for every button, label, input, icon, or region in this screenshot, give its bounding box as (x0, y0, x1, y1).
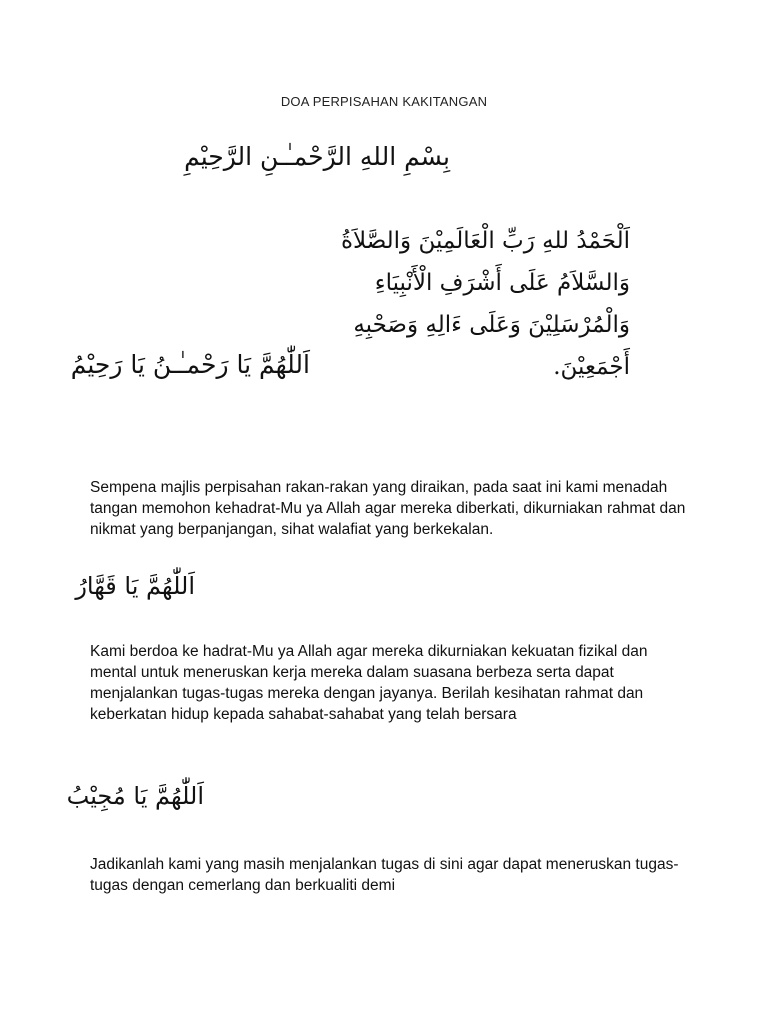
prayer-paragraph-3: Jadikanlah kami yang masih menjalankan tugas di sini agar dapat meneruskan tugas-tugas dengan cemerlang dan berkualiti demi (90, 856, 679, 894)
prayer-paragraph-1: Sempena majlis perpisahan rakan-rakan yang diraikan, pada saat ini kami menadah tangan memohon kehadrat-Mu ya Allah agar mereka diberkati, dikurniakan rahmat dan nikmat yang berpanjangan, sihat walafiat yang berkekalan. (90, 479, 686, 538)
basmala-arabic: بِسْمِ اللهِ الرَّحْمـٰـنِ الرَّحِيْمِ (184, 142, 450, 171)
opening-praise-line-1: اَلْحَمْدُ للهِ رَبِّ الْعَالَمِيْنَ وَالصَّلاَةُ وَالسَّلاَمُ عَلَى أَشْرَفِ الْأَنْبِيَاءِ (340, 228, 630, 296)
invocation-ya-qahhar-arabic: اَللّٰهُمَّ يَا قَهَّارُ (75, 572, 195, 600)
invocation-ya-rahman-arabic: اَللّٰهُمَّ يَا رَحْمـٰـنُ يَا رَحِيْمُ (70, 350, 310, 379)
prayer-paragraph-2: Kami berdoa ke hadrat-Mu ya Allah agar mereka dikurniakan kekuatan fizikal dan mental untuk meneruskan kerja mereka dalam suasana berbeza serta dapat menjalankan tugas-tugas mereka dengan jayanya. Berilah kesihatan rahmat dan keberkatan hidup kepada sahabat-sahabat yang telah bersara (90, 643, 648, 723)
opening-praise-arabic (300, 220, 630, 388)
opening-praise-line-2: وَالْمُرْسَلِيْنَ وَعَلَى ءَالِهِ وَصَحْبِهِ أَجْمَعِيْنَ. (353, 312, 630, 380)
document-title: DOA PERPISAHAN KAKITANGAN (280, 94, 488, 109)
invocation-ya-mujib-arabic: اَللّٰهُمَّ يَا مُجِيْبُ (66, 782, 204, 810)
